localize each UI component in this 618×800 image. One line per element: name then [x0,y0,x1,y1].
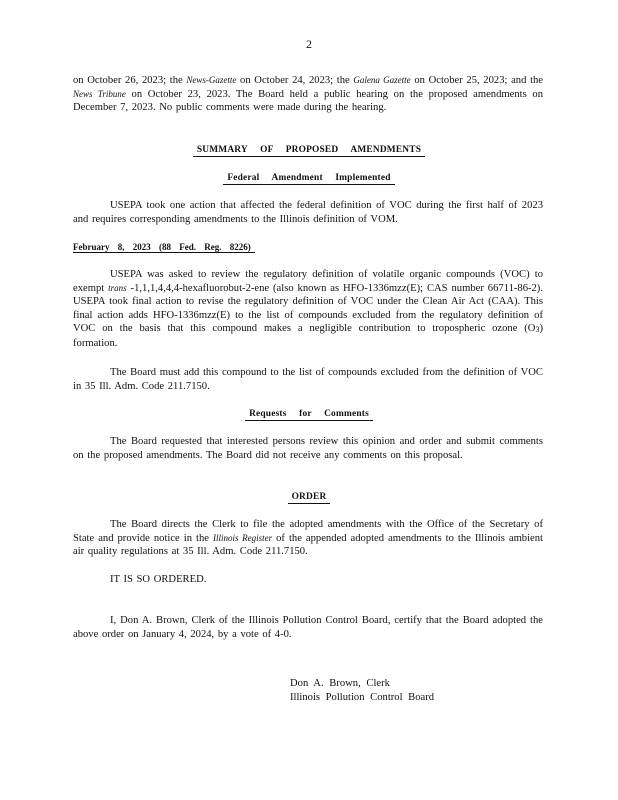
galena-gazette-title: Galena Gazette [353,75,411,85]
board-add-paragraph: The Board must add this compound to the list of compounds excluded from the definition of VOC in 35 Ill. Adm. Code 211.7150. [73,367,543,392]
intro-paragraph [73,74,543,115]
intro-text-3: on October 25, 2023; and the [414,75,544,86]
order-paragraph [73,518,543,559]
requests-heading: Requests for Comments [0,409,618,419]
news-gazette-title: News-Gazette [186,75,237,85]
certification-paragraph: I, Don A. Brown, Clerk of the Illinois Pollution Control Board, certify that the Board adopted the above order on January 4, 2024, by a vote of 4-0. [73,615,543,640]
federal-amendment-heading: Federal Amendment Implemented [0,173,618,183]
review-text-1: USEPA was asked to review the regulatory definition of volatile organic compounds (VOC) to exempt [73,269,543,294]
page-number: 2 [306,37,312,51]
ozone-subscript: 3 [535,325,540,335]
illinois-register-title: Illinois Register [213,532,273,543]
signature-org: Illinois Pollution Control Board [290,692,435,703]
signature-name: Don A. Brown, Clerk [290,678,390,689]
usepa-review-paragraph [73,268,543,351]
news-tribune-title: News Tribune [73,88,126,99]
usepa-action-paragraph: USEPA took one action that affected the federal definition of VOC during the first half of 2023 and requires corresponding amendments to the Illinois definition of VOM. [73,200,543,225]
requests-paragraph: The Board requested that interested persons review this opinion and order and submit comments on the proposed amendments. The Board did not receive any comments on this proposal. [73,436,543,461]
summary-heading: SUMMARY OF PROPOSED AMENDMENTS [0,145,618,155]
intro-text-2: on October 24, 2023; the [240,75,350,86]
federal-register-heading: February 8, 2023 (88 Fed. Reg. 8226) [73,242,255,253]
order-text-2: of the appended adopted amendments to the Illinois ambient air quality regulations at 35 Ill. Adm. Code 211.7150. [73,532,543,558]
review-text-2: -1,1,1,4,4,4-hexafluorobut-2-ene (also known as HFO-1336mzz(E); CAS number 66711-86-2). USEPA took final action to revise the regulatory definition of VOC under the Clean Air Act (CAA). This final action adds HFO-1336mzz(E) to the list of compounds excluded from the regulatory definition of VOC on the basis that this compound makes a negligible contribution to tropospheric ozone (O [73,282,543,335]
order-text-1: The Board directs the Clerk to file the adopted amendments with the Office of the Secretary of State and provide notice in the [73,519,543,544]
intro-text-1: on October 26, 2023; the [73,75,183,86]
trans-prefix: trans [108,282,127,293]
intro-text-4: on October 23, 2023. The Board held a public hearing on the proposed amendments on December 7, 2023. No public comments were made during the hearing. [73,88,543,114]
so-ordered: IT IS SO ORDERED. [110,574,207,585]
order-heading: ORDER [0,492,618,502]
review-text-3: ) formation. [73,323,543,349]
